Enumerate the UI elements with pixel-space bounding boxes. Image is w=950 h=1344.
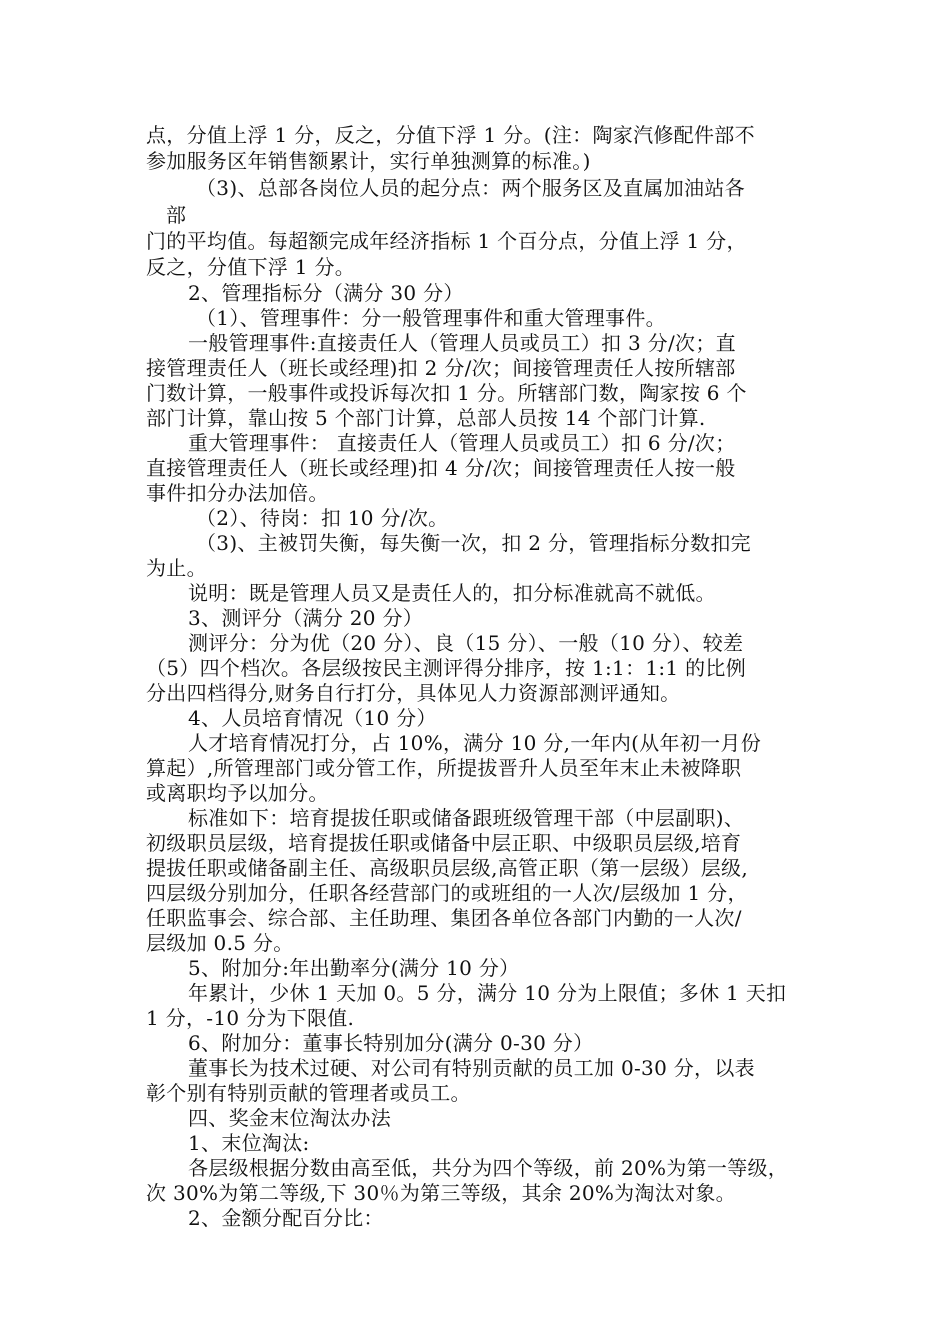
section-heading: 2、管理指标分（满分 30 分） xyxy=(188,281,464,305)
text-line: 部门计算，靠山按 5 个部门计算，总部人员按 14 个部门计算. xyxy=(146,406,706,430)
text-line: （2）、待岗：扣 10 分/次。 xyxy=(196,506,449,530)
text-line: 为止。 xyxy=(146,556,207,580)
text-line: 事件扣分办法加倍。 xyxy=(146,481,329,505)
text-line: （3)、主被罚失衡，每失衡一次，扣 2 分，管理指标分数扣完 xyxy=(196,531,751,555)
text-line: （3)、总部各岗位人员的起分点：两个服务区及直属加油站各 xyxy=(196,176,745,200)
text-line: 直接管理责任人（班长或经理)扣 4 分/次；间接管理责任人按一般 xyxy=(146,456,736,480)
text-line: 或离职均予以加分。 xyxy=(146,781,329,805)
text-line: 重大管理事件： 直接责任人（管理人员或员工）扣 6 分/次； xyxy=(188,431,736,455)
text-line: 层级加 0.5 分。 xyxy=(146,931,294,955)
text-line: 部 xyxy=(166,203,187,227)
text-line: 四层级分别加分，任职各经营部门的或班组的一人次/层级加 1 分， xyxy=(146,881,748,905)
text-line: 门数计算，一般事件或投诉每次扣 1 分。所辖部门数，陶家按 6 个 xyxy=(146,381,747,405)
section-heading: 6、附加分：董事长特别加分(满分 0-30 分） xyxy=(188,1031,594,1055)
text-line: 算起）,所管理部门或分管工作，所提拔晋升人员至年末止未被降职 xyxy=(146,756,742,780)
text-line: 说明：既是管理人员又是责任人的，扣分标准就高不就低。 xyxy=(188,581,716,605)
text-line: （5）四个档次。各层级按民主测评得分排序，按 1:1：1:1 的比例 xyxy=(146,656,747,680)
section-heading: 2、金额分配百分比： xyxy=(188,1206,384,1230)
text-line: 彰个别有特别贡献的管理者或员工。 xyxy=(146,1081,471,1105)
section-heading: 5、附加分:年出勤率分(满分 10 分） xyxy=(188,956,520,980)
section-heading: 3、测评分（满分 20 分） xyxy=(188,606,424,630)
text-line: 人才培育情况打分，占 10%，满分 10 分,一年内(从年初一月份 xyxy=(188,731,762,755)
text-line: 一般管理事件:直接责任人（管理人员或员工）扣 3 分/次；直 xyxy=(188,331,736,355)
section-heading: 4、人员培育情况（10 分） xyxy=(188,706,437,730)
text-line: 参加服务区年销售额累计，实行单独测算的标准。) xyxy=(146,149,591,173)
section-heading: 1、末位淘汰: xyxy=(188,1131,310,1155)
text-line: 分出四档得分,财务自行打分，具体见人力资源部测评通知。 xyxy=(146,681,681,705)
text-line: 任职监事会、综合部、主任助理、集团各单位各部门内勤的一人次/ xyxy=(146,906,742,930)
text-line: 各层级根据分数由高至低，共分为四个等级，前 20%为第一等级， xyxy=(188,1156,789,1180)
text-line: 接管理责任人（班长或经理)扣 2 分/次；间接管理责任人按所辖部 xyxy=(146,356,736,380)
text-line: 年累计，少休 1 天加 0。5 分，满分 10 分为上限值；多休 1 天扣 xyxy=(188,981,787,1005)
text-line: 反之，分值下浮 1 分。 xyxy=(146,255,356,279)
text-line: 点，分值上浮 1 分，反之，分值下浮 1 分。(注：陶家汽修配件部不 xyxy=(146,123,755,147)
text-line: 次 30%为第二等级,下 30％为第三等级，其余 20%为淘汰对象。 xyxy=(146,1181,736,1205)
text-line: 初级职员层级，培育提拔任职或储备中层正职、中级职员层级,培育 xyxy=(146,831,742,855)
text-line: 董事长为技术过硬、对公司有特别贡献的员工加 0-30 分，以表 xyxy=(188,1056,755,1080)
text-line: 1 分，-10 分为下限值. xyxy=(146,1006,355,1030)
text-line: 标准如下：培育提拔任职或储备跟班级管理干部（中层副职)、 xyxy=(188,806,745,830)
text-line: （1）、管理事件：分一般管理事件和重大管理事件。 xyxy=(196,306,666,330)
text-line: 提拔任职或储备副主任、高级职员层级,高管正职（第一层级）层级, xyxy=(146,856,749,880)
text-line: 测评分：分为优（20 分）、良（15 分）、一般（10 分）、较差 xyxy=(188,631,744,655)
section-heading: 四、奖金末位淘汰办法 xyxy=(188,1106,391,1130)
text-line: 门的平均值。每超额完成年经济指标 1 个百分点，分值上浮 1 分， xyxy=(146,229,747,253)
